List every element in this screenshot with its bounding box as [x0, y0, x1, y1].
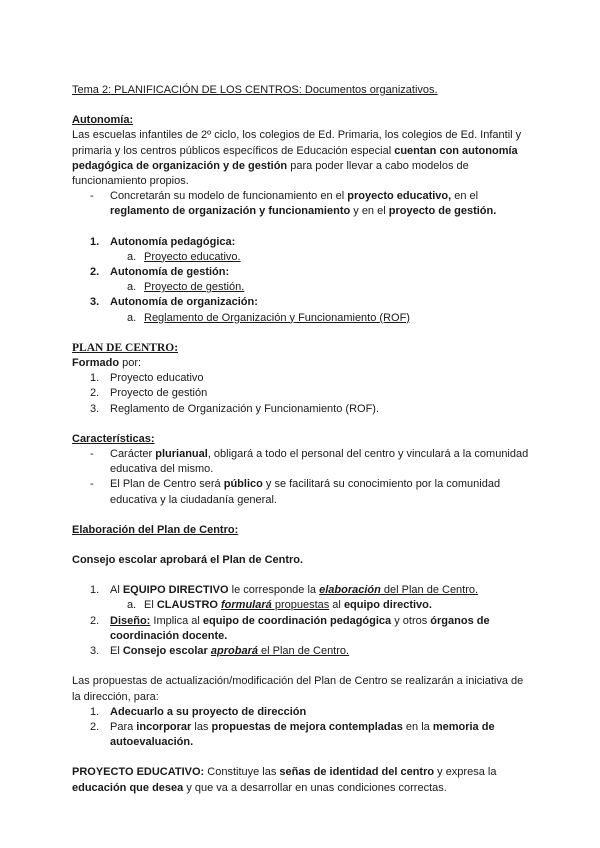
- list-text: Reglamento de Organización y Funcionamiento (ROF).: [110, 402, 380, 415]
- list-number: 1.: [90, 235, 100, 248]
- sub-list-item: [72, 250, 532, 265]
- list-number: 2.: [90, 720, 100, 733]
- autonomia-text-end: para poder llevar a cabo modelos de funcionamiento propios.: [72, 159, 469, 188]
- list-label: Autonomía de gestión:: [110, 266, 230, 279]
- plan-heading: PLAN DE CENTRO:: [72, 341, 179, 354]
- text: Para: [110, 720, 137, 733]
- list-label: Autonomía de organización:: [110, 296, 258, 309]
- text: al: [329, 599, 344, 612]
- autonomia-bold: cuentan con autonomía pedagógica de organización y de gestión: [72, 144, 518, 172]
- list-label: Autonomía pedagógica:: [110, 235, 236, 248]
- list-number: 2.: [90, 266, 100, 279]
- text: , obligará a todo el personal del centro y vinculará a la comunidad educativa del mismo.: [110, 448, 529, 476]
- text: le corresponde la: [228, 584, 320, 597]
- list-number: 3.: [90, 402, 100, 415]
- list-item: [72, 402, 532, 417]
- list-item: [72, 386, 532, 401]
- text: y en el: [350, 205, 389, 218]
- list-number: 2.: [90, 614, 100, 627]
- text: El Plan de Centro será: [110, 478, 224, 491]
- text: Implica al: [150, 614, 203, 627]
- autonomia-heading: Autonomía:: [72, 114, 134, 127]
- bold-text: señas de identidad del centro: [279, 766, 435, 779]
- underlined-text: propuestas: [271, 599, 330, 612]
- list-item: [72, 583, 532, 598]
- text: las: [191, 720, 212, 733]
- bold-text: incorporar: [136, 720, 192, 733]
- list-number: 1.: [90, 584, 100, 597]
- dash-marker: -: [90, 190, 94, 203]
- underlined-text: el Plan de Centro.: [257, 645, 350, 658]
- list-letter: a.: [127, 281, 137, 294]
- bold-italic-text: formulará: [221, 599, 272, 612]
- bold-underlined-text: Diseño:: [110, 614, 151, 627]
- list-number: 3.: [90, 296, 100, 309]
- caracteristicas-heading: Características:: [72, 432, 155, 445]
- text: Constituye las: [204, 766, 280, 779]
- list-item: [72, 235, 532, 250]
- list-number: 1.: [90, 705, 100, 718]
- dash-marker: -: [90, 448, 94, 461]
- text: Carácter: [110, 448, 156, 461]
- underlined-text: del Plan de Centro.: [380, 584, 479, 597]
- bold-text: educación que desea: [72, 781, 184, 794]
- text: y que va a desarrollar en unas condiciones correctas.: [183, 781, 447, 794]
- sub-list-item: [72, 311, 532, 326]
- sub-item-text: Proyecto educativo.: [144, 250, 241, 263]
- list-item: [72, 371, 532, 386]
- bold-text: proyecto de gestión.: [388, 205, 497, 218]
- list-item: [72, 705, 532, 720]
- elaboracion-heading: Elaboración del Plan de Centro:: [72, 523, 239, 536]
- document-page: [72, 83, 532, 796]
- text: Al: [110, 584, 123, 597]
- autonomia-text: Las escuelas infantiles de 2º ciclo, los colegios de Ed. Primaria, los colegios de Ed. Infantil y primaria y los centros públicos específicos de Educación especial: [72, 129, 522, 157]
- list-item: [72, 644, 532, 659]
- list-text: Proyecto educativo: [110, 372, 204, 385]
- bold-text: Consejo escolar: [122, 645, 208, 658]
- list-item: [72, 447, 532, 477]
- list-item: [72, 189, 532, 219]
- page-title: Tema 2: PLANIFICACIÓN DE LOS CENTROS: Documentos organizativos.: [72, 84, 438, 96]
- formado-line: [72, 356, 532, 371]
- list-item: [72, 720, 532, 750]
- text: Concretarán su modelo de funcionamiento en el: [110, 190, 348, 203]
- list-letter: a.: [127, 250, 137, 263]
- text: y otros: [391, 614, 431, 627]
- bold-text: CLAUSTRO: [156, 599, 218, 612]
- text: en la: [402, 720, 433, 733]
- text: El: [144, 599, 157, 612]
- bold-text: Formado: [72, 357, 120, 370]
- list-number: 2.: [90, 387, 100, 400]
- bold-text: órganos de coordinación docente.: [110, 614, 490, 642]
- sub-item-text: Reglamento de Organización y Funcionamiento (ROF): [144, 311, 410, 324]
- proyecto-paragraph: [72, 765, 532, 795]
- sub-list-item: [72, 280, 532, 295]
- bold-text: PROYECTO EDUCATIVO:: [72, 766, 205, 779]
- bold-text: reglamento de organización y funcionamiento: [110, 205, 351, 218]
- bold-text: EQUIPO DIRECTIVO: [122, 584, 229, 597]
- consejo-line: Consejo escolar aprobará el Plan de Centro.: [72, 554, 304, 567]
- list-item: [72, 477, 532, 507]
- sub-list-item: [72, 598, 532, 613]
- list-number: 1.: [90, 372, 100, 385]
- text: y expresa la: [434, 766, 497, 779]
- list-letter: a.: [127, 599, 137, 612]
- bold-text: público: [223, 478, 263, 491]
- text: por:: [119, 357, 142, 370]
- bold-text: propuestas de mejora contempladas: [211, 720, 403, 733]
- list-item: [72, 265, 532, 280]
- list-item: [72, 614, 532, 644]
- bold-italic-text: elaboración: [319, 584, 381, 597]
- sub-item-text: Proyecto de gestión.: [144, 281, 245, 294]
- bold-text: equipo directivo.: [343, 599, 432, 612]
- bold-italic-text: aprobará: [210, 645, 258, 658]
- autonomia-paragraph: [72, 128, 532, 189]
- list-item: [72, 295, 532, 310]
- list-number: 3.: [90, 645, 100, 658]
- propuestas-paragraph: Las propuestas de actualización/modificación del Plan de Centro se realizarán a iniciativa de la dirección, para:: [72, 675, 524, 703]
- list-text: Proyecto de gestión: [110, 387, 208, 400]
- bold-text: equipo de coordinación pedagógica: [202, 614, 392, 627]
- dash-marker: -: [90, 478, 94, 491]
- bold-text: plurianual: [155, 448, 208, 461]
- text: y se facilitará su conocimiento por la comunidad educativa y la ciudadanía general.: [110, 478, 501, 506]
- text: en el: [451, 190, 479, 203]
- list-letter: a.: [127, 311, 137, 324]
- text: El: [110, 645, 123, 658]
- bold-text: proyecto educativo,: [347, 190, 452, 203]
- bold-text: memoria de autoevaluación.: [110, 720, 495, 749]
- bold-text: Adecuarlo a su proyecto de dirección: [110, 705, 307, 718]
